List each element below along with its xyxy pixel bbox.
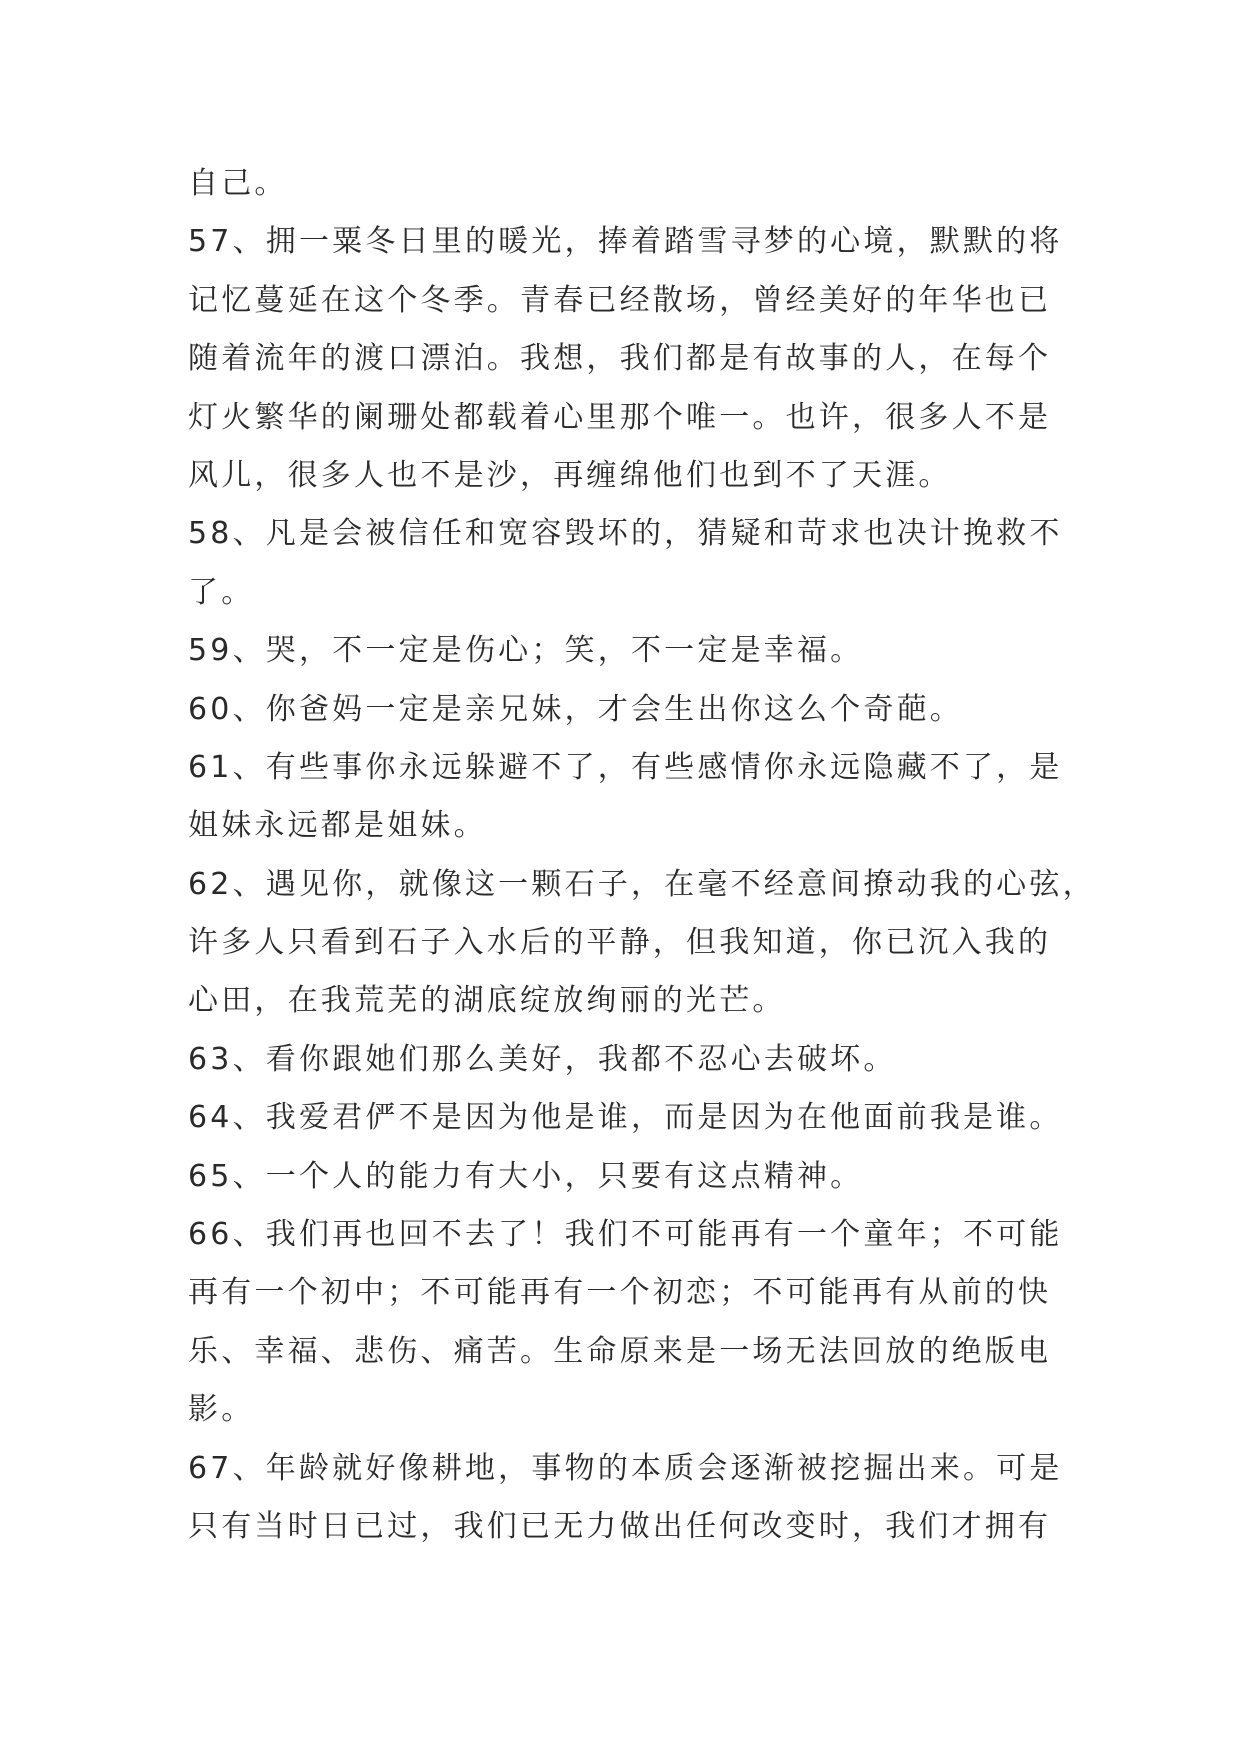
text-line: 记忆蔓延在这个冬季。青春已经散场，曾经美好的年华也已: [188, 282, 1052, 318]
text-line: 影。: [188, 1392, 255, 1428]
text-line: 59、哭，不一定是伤心；笑，不一定是幸福。: [188, 633, 864, 669]
text-line: 61、有些事你永远躲避不了，有些感情你永远隐藏不了，是: [188, 749, 1063, 785]
text-line: 57、拥一粟冬日里的暖光，捧着踏雪寻梦的心境，默默的将: [188, 224, 1063, 260]
text-line: 风儿，很多人也不是沙，再缠绵他们也到不了天涯。: [188, 457, 952, 493]
text-line: 自己。: [188, 166, 288, 201]
text-line: 姐妹永远都是姐妹。: [188, 808, 487, 844]
text-line: 许多人只看到石子入水后的平静，但我知道，你已沉入我的: [188, 925, 1052, 961]
text-line: 随着流年的渡口漂泊。我想，我们都是有故事的人，在每个: [188, 341, 1052, 377]
text-line: 67、年龄就好像耕地，事物的本质会逐渐被挖掘出来。可是: [188, 1450, 1063, 1486]
text-line: 64、我爱君俨不是因为他是谁，而是因为在他面前我是谁。: [188, 1100, 1063, 1136]
text-line: 灯火繁华的阑珊处都载着心里那个唯一。也许，很多人不是: [188, 399, 1052, 435]
text-line: 60、你爸妈一定是亲兄妹，才会生出你这么个奇葩。: [188, 691, 963, 727]
text-line: 62、遇见你，就像这一颗石子，在毫不经意间撩动我的心弦，: [188, 866, 1096, 902]
text-line: 65、一个人的能力有大小，只要有这点精神。: [188, 1158, 864, 1194]
text-line: 乐、幸福、悲伤、痛苦。生命原来是一场无法回放的绝版电: [188, 1333, 1052, 1369]
text-line: 再有一个初中；不可能再有一个初恋；不可能再有从前的快: [188, 1275, 1052, 1311]
text-line: 只有当时日已过，我们已无力做出任何改变时，我们才拥有: [188, 1508, 1052, 1544]
text-line: 心田，在我荒芜的湖底绽放绚丽的光芒。: [188, 983, 786, 1019]
text-line: 63、看你跟她们那么美好，我都不忍心去破坏。: [188, 1041, 897, 1077]
text-line: 了。: [188, 574, 255, 610]
text-line: 58、凡是会被信任和宽容毁坏的，猜疑和苛求也决计挽救不: [188, 516, 1063, 552]
text-line: 66、我们再也回不去了！我们不可能再有一个童年；不可能: [188, 1217, 1063, 1253]
document-body: [188, 155, 1096, 1556]
